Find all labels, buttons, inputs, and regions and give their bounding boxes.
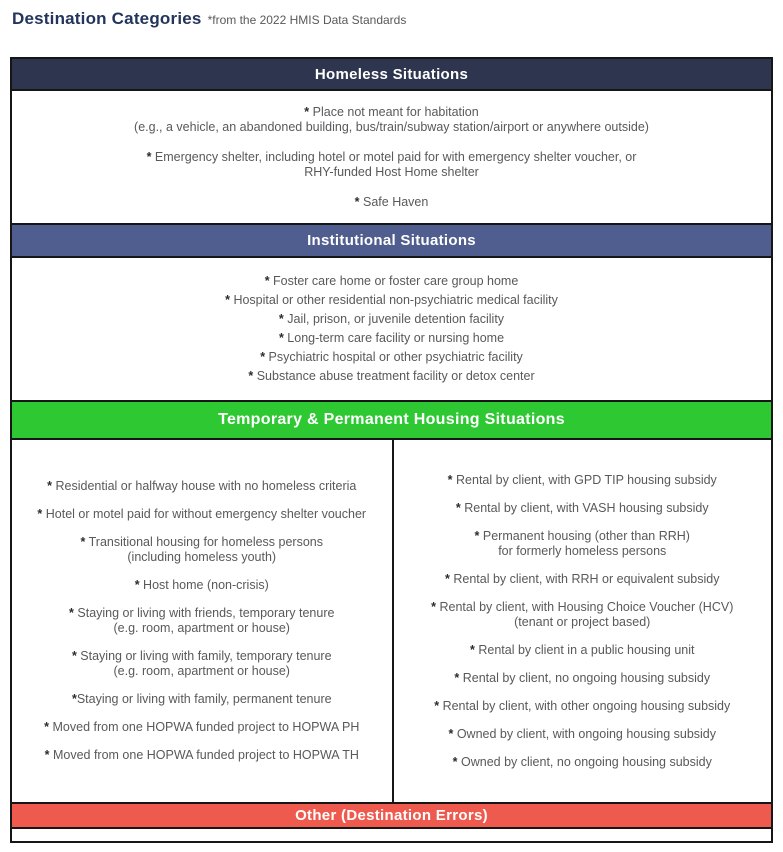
list-item-line (355, 195, 429, 210)
list-item-text: Hospital or other residential non-psychiatric medical facility (229, 293, 558, 307)
list-item-line (456, 501, 709, 516)
list-item-subtext: (e.g. room, apartment or house) (113, 621, 290, 635)
list-item-text: Jail, prison, or juvenile detention facility (283, 312, 505, 326)
list-item (248, 369, 534, 384)
bullet-asterisk-icon: * (71, 649, 77, 663)
list-item (135, 578, 269, 593)
list-item-line (475, 529, 690, 544)
bullet-asterisk-icon: * (448, 726, 454, 741)
bullet-asterisk-icon: * (248, 369, 254, 383)
list-item (454, 671, 710, 686)
bullet-asterisk-icon: * (354, 194, 360, 209)
list-item-text: Staying or living with family, temporary tenure (76, 649, 332, 663)
list-item (265, 274, 519, 289)
bullet-asterisk-icon: * (225, 293, 230, 307)
list-item-line (431, 600, 733, 615)
bullet-asterisk-icon: * (47, 479, 53, 493)
list-item (456, 501, 709, 516)
list-item-line (453, 755, 712, 770)
list-item-text: Hotel or motel paid for without emergency shelter voucher (42, 507, 367, 521)
list-item-line (72, 692, 332, 707)
bullet-asterisk-icon: * (434, 698, 440, 713)
list-item-text: Emergency shelter, including hotel or motel paid for with emergency shelter voucher, or (151, 149, 637, 164)
list-item (147, 150, 637, 180)
list-item-text: Psychiatric hospital or other psychiatric facility (265, 350, 523, 364)
list-item (45, 748, 359, 763)
bullet-asterisk-icon: * (454, 670, 460, 685)
list-item-text: Residential or halfway house with no homeless criteria (52, 479, 357, 493)
list-item-subtext: (including homeless youth) (127, 550, 277, 564)
list-item-text: Long-term care facility or nursing home (283, 331, 505, 345)
page-title: Destination Categories (12, 9, 202, 28)
list-item-line (44, 720, 359, 735)
list-item (72, 649, 332, 679)
list-item-subtext: (tenant or project based) (514, 614, 651, 629)
list-item-text: Rental by client, no ongoing housing subsidy (459, 670, 711, 685)
list-item-text: Rental by client, with Housing Choice Voucher (HCV) (436, 599, 734, 614)
list-item-text: Substance abuse treatment facility or detox center (253, 369, 535, 383)
list-item-text: Rental by client, with VASH housing subsidy (460, 500, 709, 515)
list-item (134, 105, 649, 135)
bullet-asterisk-icon: * (455, 500, 461, 515)
list-item-line (45, 748, 359, 763)
list-item-line (470, 643, 694, 658)
list-item-subtext: (e.g., a vehicle, an abandoned building, bus/train/subway station/airport or anywhere outside) (134, 119, 649, 134)
list-item (355, 195, 429, 210)
list-item-text: Place not meant for habitation (309, 104, 479, 119)
destination-categories-table (10, 57, 773, 843)
list-item (434, 699, 730, 714)
list-item (47, 479, 356, 494)
list-item-line (37, 507, 366, 522)
bullet-asterisk-icon: * (278, 331, 284, 345)
bullet-asterisk-icon: * (445, 571, 450, 586)
bullet-asterisk-icon: * (260, 350, 266, 364)
bullet-asterisk-icon: * (452, 754, 458, 769)
list-item-text: Moved from one HOPWA funded project to HOPWA PH (49, 720, 360, 734)
list-item (453, 755, 712, 770)
list-item-text: Rental by client, with RRH or equivalent subsidy (449, 571, 720, 586)
list-item-line (135, 578, 269, 593)
bullet-asterisk-icon: * (304, 104, 310, 119)
bullet-asterisk-icon: * (71, 692, 77, 706)
list-item-line (279, 331, 504, 346)
list-item (44, 720, 359, 735)
list-item-line (72, 649, 332, 664)
list-item-text: Rental by client, with other ongoing housing subsidy (439, 698, 731, 713)
list-item (448, 473, 717, 488)
list-item-line (434, 699, 730, 714)
list-item-text: Owned by client, with ongoing housing subsidy (453, 726, 717, 741)
list-item-line (69, 606, 334, 621)
bullet-asterisk-icon: * (470, 642, 475, 657)
list-item (279, 331, 504, 346)
list-item-line (448, 473, 717, 488)
bullet-asterisk-icon: * (264, 274, 270, 288)
list-item-text: Staying or living with family, permanent tenure (76, 692, 332, 706)
list-item-line (445, 572, 719, 587)
page-subtitle: *from the 2022 HMIS Data Standards (207, 13, 407, 27)
housing-right-column (392, 440, 772, 802)
section-content-institutional (12, 258, 771, 402)
section-content-homeless (12, 91, 771, 225)
list-item (279, 312, 504, 327)
bullet-asterisk-icon: * (146, 149, 152, 164)
list-item-text: Permanent housing (other than RRH) (479, 528, 690, 543)
list-item-line (147, 150, 637, 165)
list-item-text: Transitional housing for homeless persons (85, 535, 323, 549)
list-item (260, 350, 523, 365)
bullet-asterisk-icon: * (134, 578, 140, 592)
bullet-asterisk-icon: * (278, 312, 284, 326)
list-item-subtext: (e.g. room, apartment or house) (113, 664, 290, 678)
section-content-housing (12, 440, 771, 804)
list-item-line (454, 671, 710, 686)
bullet-asterisk-icon: * (37, 507, 43, 521)
bullet-asterisk-icon: * (447, 472, 453, 487)
list-item-text: Staying or living with friends, temporary tenure (73, 606, 335, 620)
section-header-other: Other (Destination Errors) (12, 804, 771, 829)
list-item-text: Rental by client, with GPD TIP housing subsidy (452, 472, 717, 487)
document-title-row (0, 0, 783, 29)
list-item-subtext: for formerly homeless persons (498, 543, 667, 558)
list-item-line (260, 350, 523, 365)
bullet-asterisk-icon: * (44, 720, 50, 734)
list-item-text: Host home (non-crisis) (139, 578, 269, 592)
list-item (448, 727, 716, 742)
bullet-asterisk-icon: * (69, 606, 74, 620)
list-item-text: Rental by client in a public housing unit (474, 642, 695, 657)
list-item-text: Foster care home or foster care group home (269, 274, 519, 288)
housing-left-column (12, 440, 392, 802)
bullet-asterisk-icon: * (474, 528, 480, 543)
list-item-text: Moved from one HOPWA funded project to HOPWA TH (49, 748, 359, 762)
list-item-line (279, 312, 504, 327)
section-header-homeless: Homeless Situations (12, 59, 771, 91)
list-item-line (448, 727, 716, 742)
list-item (225, 293, 558, 308)
section-header-institutional: Institutional Situations (12, 225, 771, 258)
list-item-line (265, 274, 519, 289)
section-content-other-partial (12, 829, 771, 841)
list-item (431, 600, 733, 630)
list-item-text: Owned by client, no ongoing housing subsidy (457, 754, 712, 769)
list-item (72, 692, 332, 707)
list-item (470, 643, 694, 658)
bullet-asterisk-icon: * (431, 599, 436, 614)
list-item-line (134, 105, 649, 120)
bullet-asterisk-icon: * (44, 748, 50, 762)
list-item-text: Safe Haven (359, 194, 429, 209)
list-item (80, 535, 323, 565)
list-item-line (80, 535, 323, 550)
list-item-line (248, 369, 534, 384)
list-item-subtext: RHY-funded Host Home shelter (304, 164, 479, 179)
list-item-line (225, 293, 558, 308)
list-item (475, 529, 690, 559)
section-header-housing: Temporary & Permanent Housing Situations (12, 402, 771, 440)
list-item (445, 572, 719, 587)
list-item (69, 606, 334, 636)
bullet-asterisk-icon: * (80, 535, 86, 549)
list-item-line (47, 479, 356, 494)
list-item (37, 507, 366, 522)
